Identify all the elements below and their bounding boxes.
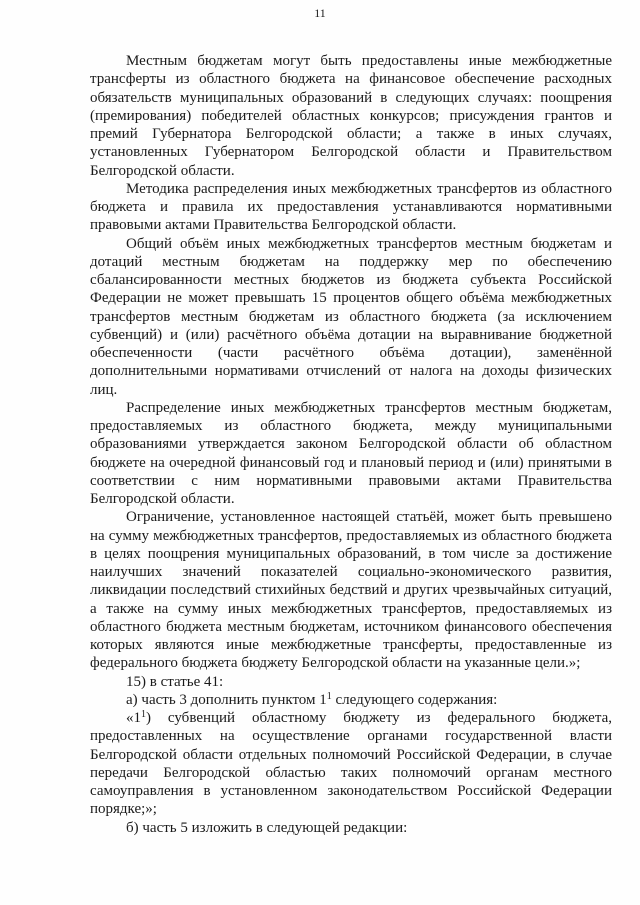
item-a-tail: следующего содержания: [331, 691, 498, 708]
document-body [90, 52, 612, 837]
paragraph-article-41: 15) в статье 41: [126, 673, 224, 690]
item-a-quote-text: ) субвенций областному бюджету из федерального бюджета, предоставленных на осуществление органами государственной власти Белгородской области отдельных полномочий Российской Федерации, в случае передачи Белгородской областью таких полномочий органам местного самоуправления в установленном законодательством Российской Федерации порядке;»; [90, 710, 612, 818]
item-b: б) часть 5 изложить в следующей редакции: [126, 819, 408, 836]
item-a-quote [90, 709, 612, 819]
paragraph-interbudget-transfers: Местным бюджетам могут быть предоставлены иные межбюджетные трансферты из областного бюджета на финансовое обеспечение расходных обязательств муниципальных образований в следующих случаях: поощрения (премирования) победителей областных конкурсов; присуждения грантов и премий Губернатора Белгородской области; а также в иных случаях, установленных Губернатором Белгородской области и Правительством Белгородской области. [90, 53, 612, 179]
item-a-quote-superscript: 1 [141, 709, 146, 720]
paragraph-limit-exceeding: Ограничение, установленное настоящей статьёй, может быть превышено на сумму межбюджетных трансфертов, предоставляемых из областного бюджета в целях поощрения муниципальных образований, в том числе за достижение наилучших значений показателей социально-экономического развития, ликвидации последствий стихийных бедствий и других чрезвычайных ситуаций, а также на сумму иных межбюджетных трансфертов, предоставляемых из областного бюджета местным бюджетам, источником финансового обеспечения которых являются иные межбюджетные трансферты, предоставленные из федерального бюджета бюджету Белгородской области на указанные цели.»; [90, 509, 612, 672]
item-a-superscript: 1 [326, 690, 332, 702]
paragraph-methodology: Методика распределения иных межбюджетных трансфертов из областного бюджета и правила их предоставления устанавливаются нормативными правовыми актами Правительства Белгородской области. [90, 180, 612, 234]
item-a-quote-open: «1 [126, 710, 141, 726]
paragraph-total-volume-limit: Общий объём иных межбюджетных трансфертов местным бюджетам и дотаций местным бюджетам на поддержку мер по обеспечению сбалансированности местных бюджетов из бюджета субъекта Российской Федерации не может превышать 15 процентов общего объёма межбюджетных трансфертов местным бюджетам из областного бюджета (за исключением субвенций) и (или) расчётного объёма дотации на выравнивание бюджетной обеспеченности (части расчётного объёма дотации), заменённой дополнительными нормативами отчислений от налога на доходы физических лиц. [90, 235, 612, 398]
item-a [90, 691, 612, 709]
page-number: 11 [314, 6, 326, 20]
paragraph-distribution: Распределение иных межбюджетных трансфертов местным бюджетам, предоставляемых из областного бюджета, между муниципальными образованиями утверждается законом Белгородской области об областном бюджете на очередной финансовый год и плановый период и (или) принятыми в соответствии с ним нормативными правовыми актами Правительства Белгородской области. [90, 399, 612, 507]
item-a-text: а) часть 3 дополнить пунктом 1 [126, 691, 327, 708]
